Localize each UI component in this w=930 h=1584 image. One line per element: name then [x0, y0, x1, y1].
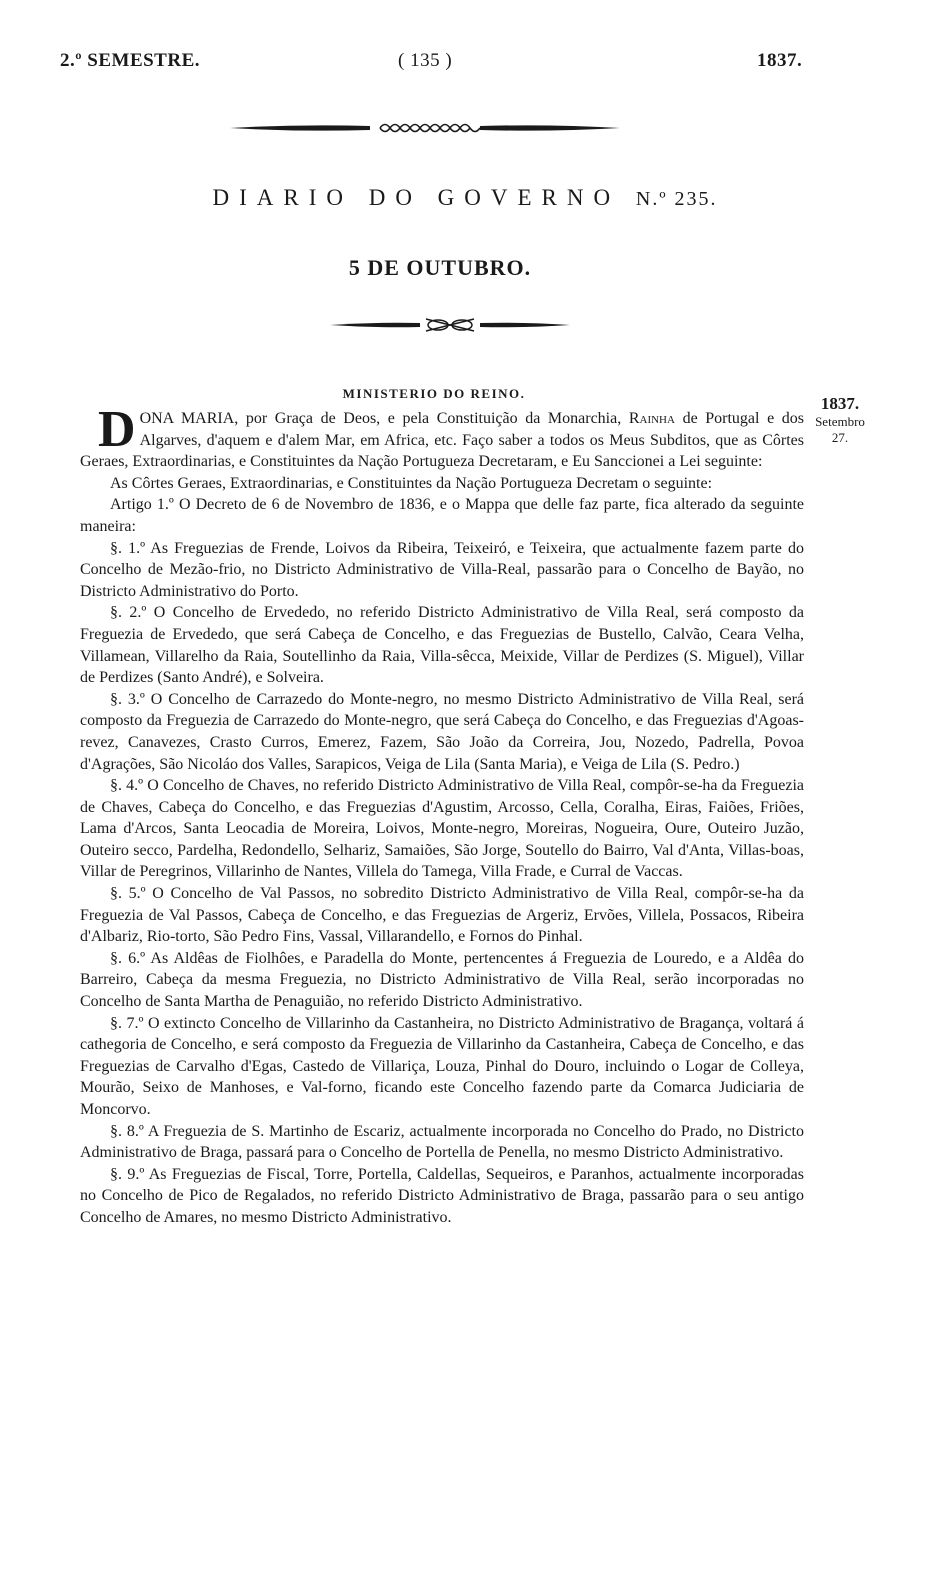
decree-preamble: As Côrtes Geraes, Extraordinarias, e Constituintes da Nação Portugueza Decretam o seguinte: — [110, 474, 713, 492]
top-ornament-rule — [230, 118, 620, 138]
intro-opening: ONA MARIA, por Graça de Deos, e pela Constituição da Monarchia, — [139, 410, 622, 427]
semester-label: 2.º SEMESTRE. — [60, 50, 201, 71]
paragraph-4: §. 4.º O Concelho de Chaves, no referido Districto Administrativo de Villa Real, compôr-se-ha da Freguezia de Chaves, Cabeça do Concelho, e das Freguezias d'Agustim, Arcosso, Cella, Coralha, Eiras, Faiões, Friões, Lama d'Arcos, Santa Leocadia de Moreira, Loivos, Monte-negro, Moreiras, Nogueira, Oure, Outeiro Juzão, Outeiro secco, Pardelha, Redondello, Selhariz, Samaiões, São Jorge, Soutello do Bairro, Val d'Anta, Villas-boas, Villar de Peregrinos, Villarinho de Nantes, Villela do Tamega, Villa Frade, e Curral de Vaccas. — [80, 777, 804, 881]
article-1: Artigo 1.º O Decreto de 6 de Novembro de 1836, e o Mappa que delle faz parte, fica alterado da seguinte maneira: — [80, 496, 804, 535]
decree-intro — [80, 401, 805, 473]
drop-cap: D — [98, 401, 136, 458]
paragraph-8: §. 8.º A Freguezia de S. Martinho de Escariz, actualmente incorporada no Concelho do Prado, no Districto Administrativo de Braga, passará para o Concelho de Portella de Penella, no mesmo Districto Administrativo. — [80, 1122, 804, 1162]
intro-continuation: de Portugal e dos Algarves, d'aquem e d'alem Mar, em Africa, etc. Faço saber a todos os Meus Subditos, que as Côrtes Geraes, Extraordinarias, e Constituintes da Nação Portugueza Decretaram, e Eu Sanccionei a Lei seguinte: — [80, 410, 805, 471]
page-number: ( 135 ) — [398, 50, 453, 71]
newspaper-title — [0, 185, 930, 211]
middle-ornament-rule — [330, 316, 570, 334]
header-year: 1837. — [757, 50, 803, 71]
intro-royal-title: Rainha — [628, 410, 675, 427]
margin-month: Setembro — [815, 414, 865, 429]
margin-year: 1837. — [820, 394, 860, 413]
paragraph-7: §. 7.º O extincto Concelho de Villarinho da Castanheira, no Districto Administrativo de Bragança, voltará á cathegoria de Concelho, e será composto da Freguezia de Villarinho da Castanheira, Cabeça de Concelho, e das Freguezias de Carvalho d'Egas, Castedo de Villariça, Louza, Pinhal do Douro, incluindo o Logar de Colleya, Mourão, Seixo de Manhoses, e Val-forno, ficando este Concelho fazendo parte da Comarca Judiciaria de Moncorvo. — [80, 1014, 804, 1118]
paragraph-9: §. 9.º As Freguezias de Fiscal, Torre, Portella, Caldellas, Sequeiros, e Paranhos, actualmente incorporadas no Concelho de Pico de Regalados, no referido Districto Administrativo de Braga, passarão para o seu antigo Concelho de Amares, no mesmo Districto Administrativo. — [80, 1165, 804, 1226]
paragraph-6: §. 6.º As Aldêas de Fiolhôes, e Paradella do Monte, pertencentes á Freguezia de Louredo, e a Aldêa do Barreiro, Cabeça da mesma Freguezia, no Districto Administrativo de Villa Real, serão incorporadas no Concelho de Santa Martha de Penaguião, no referido Districto Administrativo. — [80, 949, 804, 1011]
paragraph-1: §. 1.º As Freguezias de Frende, Loivos da Ribeira, Teixeiró, e Teixeira, que actualmente fazem parte do Concelho de Mezão-frio, no Districto Administrativo de Villa-Real, passarão para o Concelho de Bayão, no Districto Administrativo do Porto. — [80, 539, 804, 600]
paragraph-5: §. 5.º O Concelho de Val Passos, no sobredito Districto Administrativo de Villa Real, compôr-se-ha da Freguezia de Val Passos, Cabeça de Concelho, e das Freguezias de Argeriz, Ervões, Villela, Possacos, Ribeira d'Albariz, Rio-torto, São Pedro Fins, Vassal, Villarandello, e Fornos do Pinhal. — [80, 885, 804, 946]
margin-date-note — [806, 396, 874, 446]
paragraph-3: §. 3.º O Concelho de Carrazedo do Monte-negro, no mesmo Districto Administrativo de Villa Real, será composto da Freguezia de Carrazedo do Monte-negro, que será Cabeça do Concelho, e das Freguezias d'Agoas-revez, Canavezes, Crasto Curros, Emerez, Fazem, São João da Correira, Jou, Nozedo, Padrella, Povoa d'Agrações, São Nicoláo dos Valles, Sarapicos, Veiga de Lila (Santa Maria), e Veiga de Lila (S. Pedro.) — [80, 690, 804, 773]
issue-number: N.º 235. — [635, 188, 718, 210]
title-main: DIARIO DO GOVERNO — [212, 185, 621, 210]
decree-text — [80, 401, 805, 1229]
margin-day: 27. — [831, 430, 849, 445]
issue-date: 5 DE OUTUBRO. — [348, 255, 532, 280]
paragraph-2: §. 2.º O Concelho de Ervededo, no referido Districto Administrativo de Villa Real, será composto da Freguezia de Ervededo, que será Cabeça de Concelho, e das Freguezias de Bustello, Calvão, Ceara Velha, Villamean, Villarelho da Raia, Soutellinho da Raia, Villa-sêcca, Meixide, Villar de Perdizes (S. Miguel), Villar de Perdizes (Santo André), e Solveira. — [80, 604, 804, 687]
section-heading: MINISTERIO DO REINO. — [342, 386, 526, 401]
